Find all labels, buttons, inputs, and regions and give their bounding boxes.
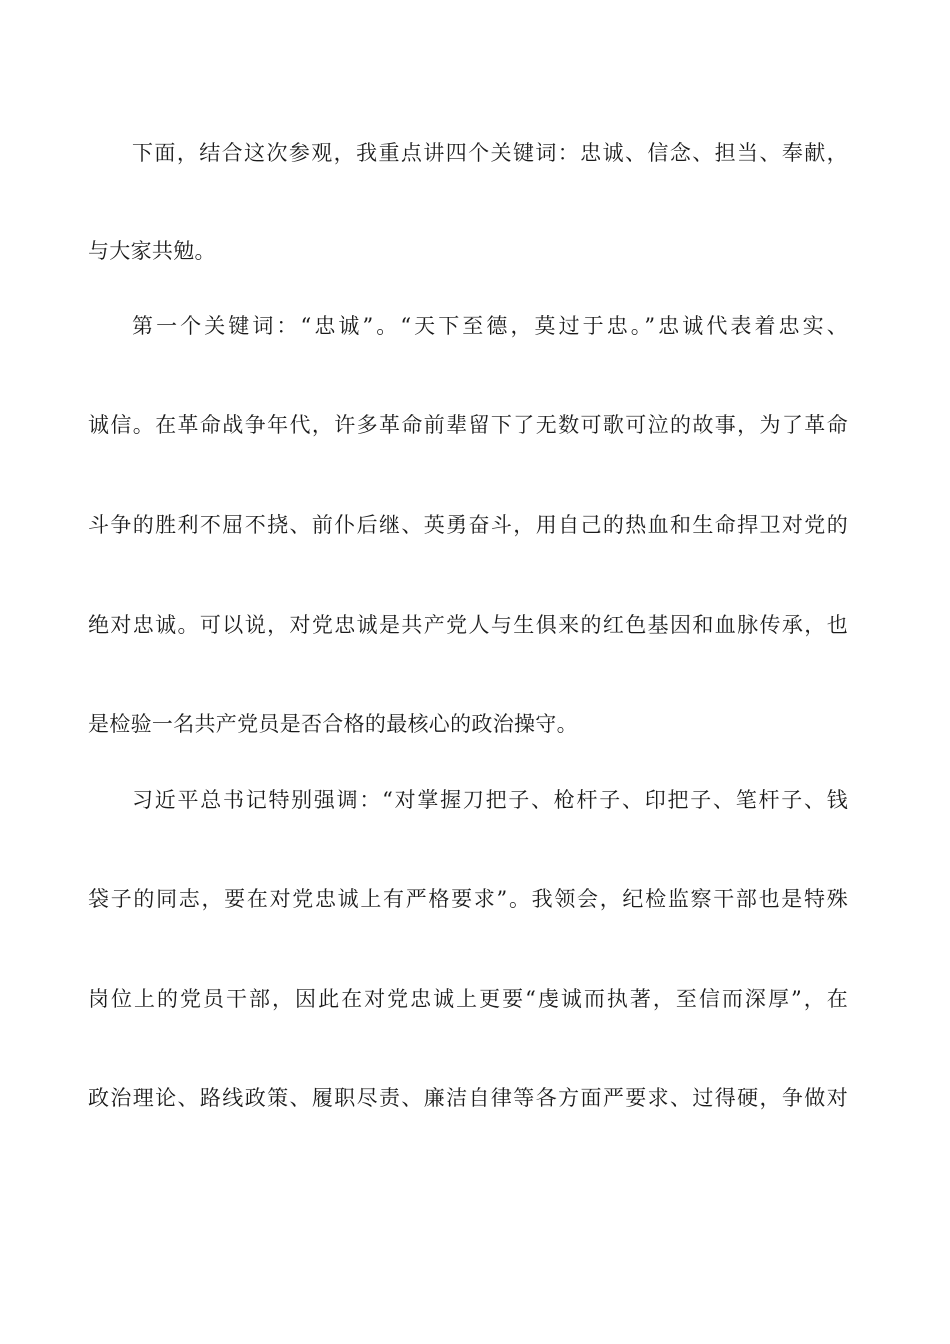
paragraph-2-line-3: 斗争的胜利不屈不挠、前仆后继、英勇奋斗，用自己的热血和生命捍卫对党的 bbox=[88, 513, 848, 537]
paragraph-3-line-1: 习近平总书记特别强调：“对掌握刀把子、枪杆子、印把子、笔杆子、钱 bbox=[132, 788, 848, 812]
paragraph-2-line-2: 诚信。在革命战争年代，许多革命前辈留下了无数可歌可泣的故事，为了革命 bbox=[88, 413, 848, 437]
paragraph-2-line-4: 绝对忠诚。可以说，对党忠诚是共产党人与生俱来的红色基因和血脉传承，也 bbox=[88, 613, 848, 637]
paragraph-3-line-4: 政治理论、路线政策、履职尽责、廉洁自律等各方面严要求、过得硬，争做对 bbox=[88, 1086, 848, 1110]
paragraph-1-line-1: 下面，结合这次参观，我重点讲四个关键词：忠诚、信念、担当、奉献， bbox=[132, 141, 848, 165]
paragraph-2-line-1: 第一个关键词：“忠诚”。“天下至德，莫过于忠。”忠诚代表着忠实、 bbox=[132, 314, 848, 338]
paragraph-2-line-5: 是检验一名共产党员是否合格的最核心的政治操守。 bbox=[88, 712, 578, 736]
paragraph-3-line-3: 岗位上的党员干部，因此在对党忠诚上更要“虔诚而执著，至信而深厚”，在 bbox=[88, 987, 848, 1011]
paragraph-3-line-2: 袋子的同志，要在对党忠诚上有严格要求”。我领会，纪检监察干部也是特殊 bbox=[88, 887, 848, 911]
paragraph-1-line-2: 与大家共勉。 bbox=[88, 239, 216, 263]
